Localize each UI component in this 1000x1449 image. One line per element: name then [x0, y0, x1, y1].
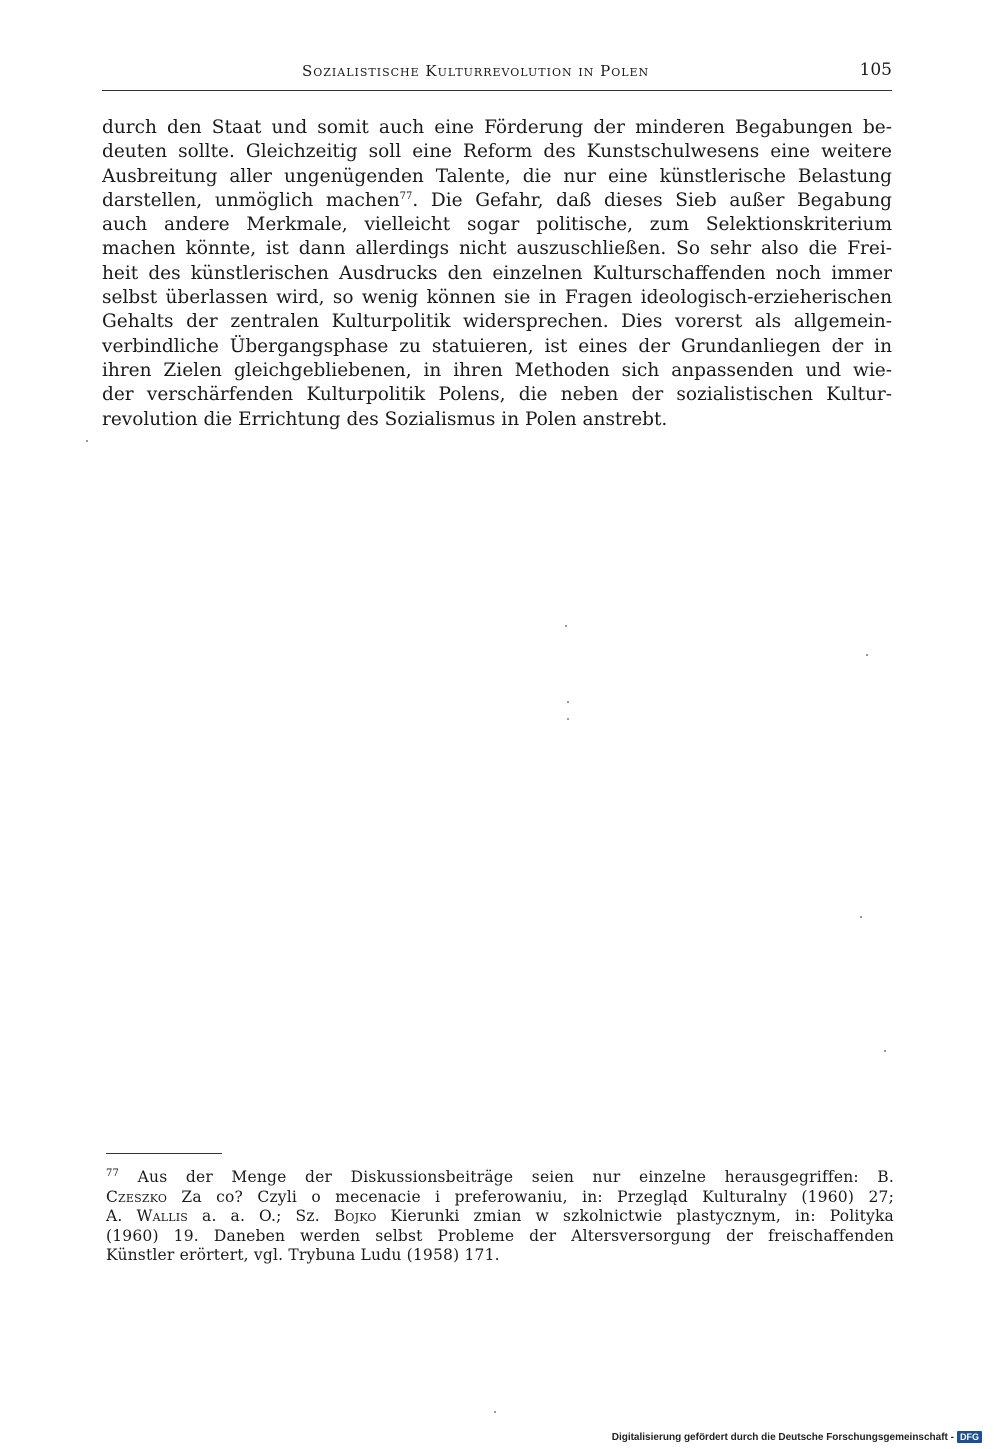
page-number: 105: [859, 60, 892, 80]
scan-speck: [884, 1050, 886, 1052]
footnote-text: Za co? Czyli o mecenacie i preferowaniu, in: Przegląd Kulturalny (1960) 27;: [167, 1187, 894, 1206]
scan-speck: [565, 625, 567, 627]
scan-speck: [866, 654, 868, 656]
text-line: durch den Staat und somit auch eine Förderung der minderen Begabungen be-: [102, 117, 892, 138]
footnote-divider: [106, 1153, 222, 1154]
author-name: Bojko: [333, 1207, 377, 1225]
text-segment: . Die Gefahr, daß dieses Sieb außer Begabung: [412, 189, 893, 211]
scan-speck: [567, 718, 569, 720]
footnote-line: (1960) 19. Daneben werden selbst Probleme der Altersversorgung der freischaffenden: [106, 1226, 894, 1245]
footnote-line: [106, 1168, 894, 1188]
text-line: selbst überlassen wird, so wenig können sie in Fragen ideologisch-erzieherischen: [102, 287, 892, 309]
footnote-reference[interactable]: 77: [399, 190, 413, 202]
footnote-line: Künstler erörtert, vgl. Trybuna Ludu (1958) 171.: [106, 1246, 500, 1264]
text-line: Ausbreitung aller ungenügenden Talente, die nur eine künstlerische Belastung: [102, 165, 892, 187]
footnote-line: [106, 1207, 894, 1227]
scan-speck: [860, 916, 862, 918]
text-line: auch andere Merkmale, vielleicht sogar politische, zum Selektionskriterium: [102, 214, 892, 236]
main-text: [102, 116, 892, 432]
footnote-text: Aus der Menge der Diskussionsbeiträge seien nur einzelne herausgegriffen: B.: [137, 1168, 894, 1186]
scan-speck: [494, 1411, 496, 1413]
author-name: Czeszko: [106, 1187, 168, 1206]
text-line: der verschärfenden Kulturpolitik Polens, die neben der sozialistischen Kultur-: [102, 384, 892, 406]
text-line: verbindliche Übergangsphase zu statuieren, ist eines der Grundanliegen der in: [102, 335, 892, 357]
text-line: ihren Zielen gleichgebliebenen, in ihren Methoden sich anpassenden und wie-: [102, 359, 892, 381]
text-line: heit des künstlerischen Ausdrucks den einzelnen Kulturschaffenden noch immer: [102, 262, 892, 284]
footnote-marker: 77: [106, 1167, 120, 1179]
footnote-line: [106, 1188, 894, 1208]
author-name: A. Wallis: [106, 1207, 189, 1225]
footnote-77: [106, 1168, 894, 1266]
text-line: [102, 189, 892, 213]
text-line: deuten sollte. Gleichzeitig soll eine Reform des Kunstschulwesens eine weitere: [102, 141, 892, 163]
text-line: revolution die Errichtung des Sozialismus in Polen anstrebt.: [102, 408, 668, 430]
running-title: Sozialistische Kulturrevolution in Polen: [302, 62, 650, 80]
digitization-notice: [612, 1431, 982, 1443]
scan-speck: [86, 440, 88, 442]
footnote-text: a. a. O.; Sz.: [188, 1207, 334, 1225]
footnote-text: Kierunki zmian w szkolnictwie plastycznym, in: Polityka: [376, 1207, 894, 1225]
running-header: [102, 60, 892, 91]
text-line: Gehalts der zentralen Kulturpolitik widersprechen. Dies vorerst als allgemein-: [102, 311, 892, 333]
scan-speck: [567, 701, 569, 703]
dfg-logo: DFG: [957, 1431, 982, 1443]
text-line: machen könnte, ist dann allerdings nicht auszuschließen. So sehr also die Frei-: [102, 238, 892, 260]
text-segment: darstellen, unmöglich machen: [102, 189, 400, 211]
digitization-text: Digitalisierung gefördert durch die Deutsche Forschungsgemeinschaft -: [611, 1431, 954, 1443]
